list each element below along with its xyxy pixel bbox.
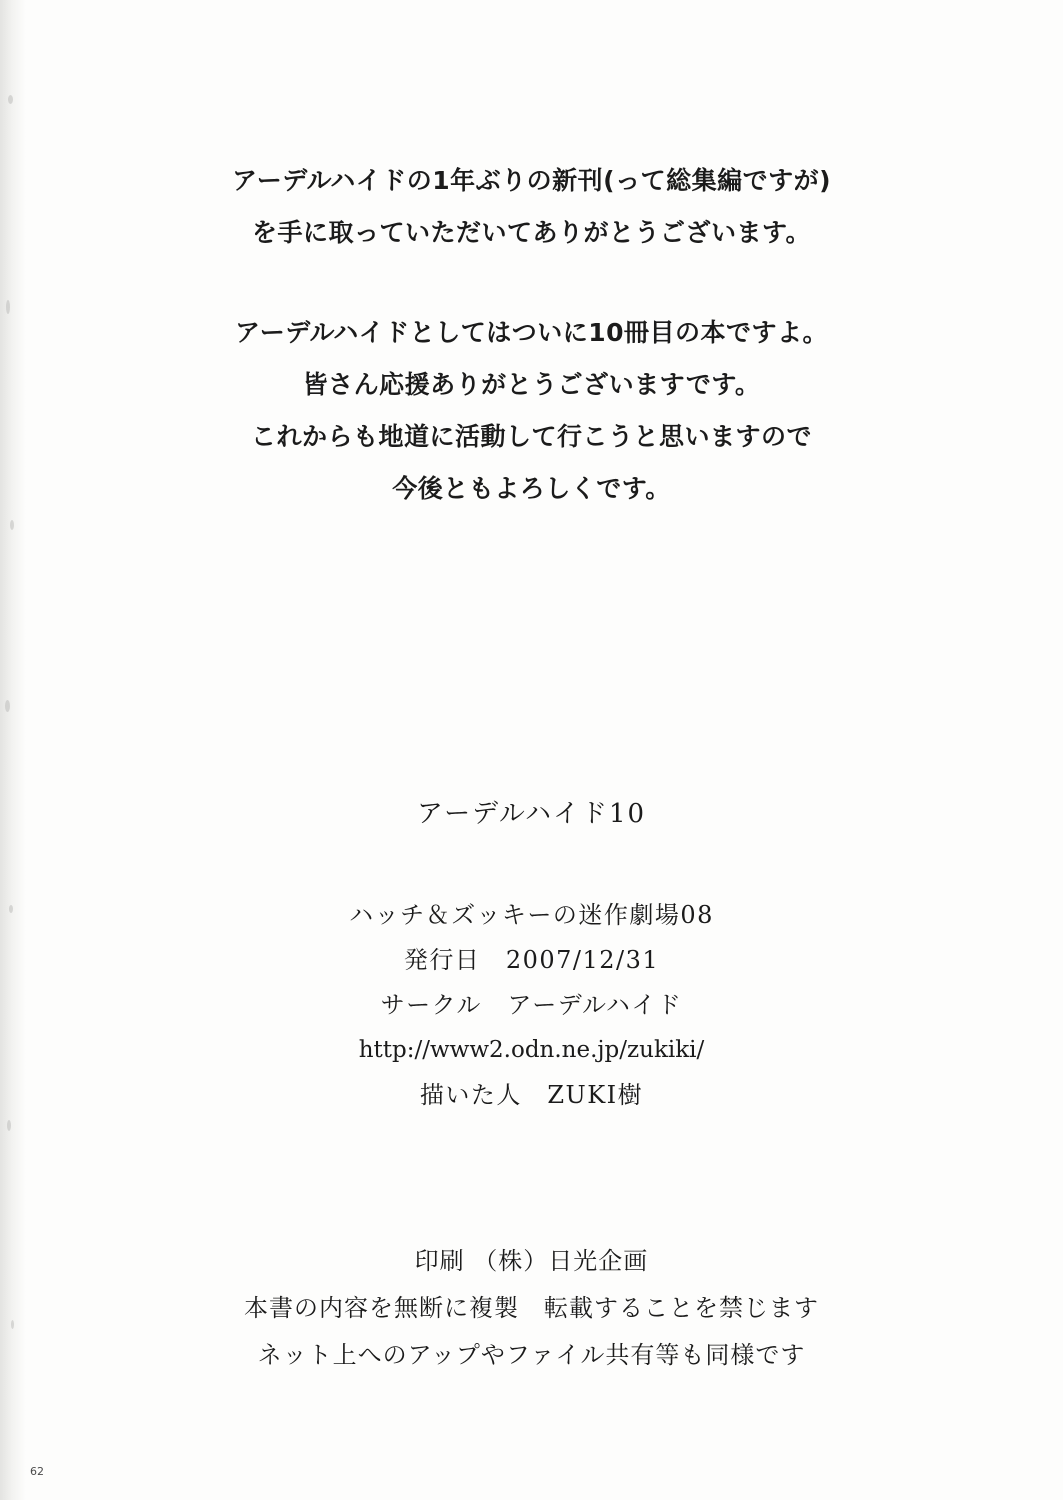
colophon-info	[0, 893, 1063, 1118]
notice-line: 本書の内容を無断に複製 転載することを禁じます	[244, 1294, 819, 1322]
afterword-paragraph-1	[0, 155, 1063, 259]
notice-line: ネット上へのアップやファイル共有等も同様です	[257, 1341, 806, 1369]
book-title: アーデルハイド10	[416, 799, 647, 829]
afterword-line: アーデルハイドとしてはついに10冊目の本ですよ。	[234, 318, 829, 347]
publication-date: 発行日 2007/12/31	[403, 946, 660, 974]
afterword-paragraph-2	[0, 307, 1063, 515]
afterword-line: 今後ともよろしくです。	[392, 474, 671, 503]
artist-credit: 描いた人 ZUKI樹	[419, 1081, 644, 1109]
website-url: http://www2.odn.ne.jp/zukiki/	[358, 1037, 705, 1063]
copyright-notice	[0, 1238, 1063, 1379]
circle-name: サークル アーデルハイド	[380, 991, 683, 1019]
afterword-line: を手に取っていただいてありがとうございます。	[251, 218, 811, 247]
book-subtitle: ハッチ＆ズッキーの迷作劇場08	[349, 901, 714, 929]
afterword-line: これからも地道に活動して行こうと思いますので	[250, 422, 812, 451]
page-number: 62	[30, 1465, 44, 1478]
printer-credit: 印刷 （株）日光企画	[414, 1247, 649, 1275]
afterword-line: 皆さん応援ありがとうございますです。	[302, 370, 761, 399]
afterword-line: アーデルハイドの1年ぶりの新刊(って総集編ですが)	[232, 166, 831, 195]
